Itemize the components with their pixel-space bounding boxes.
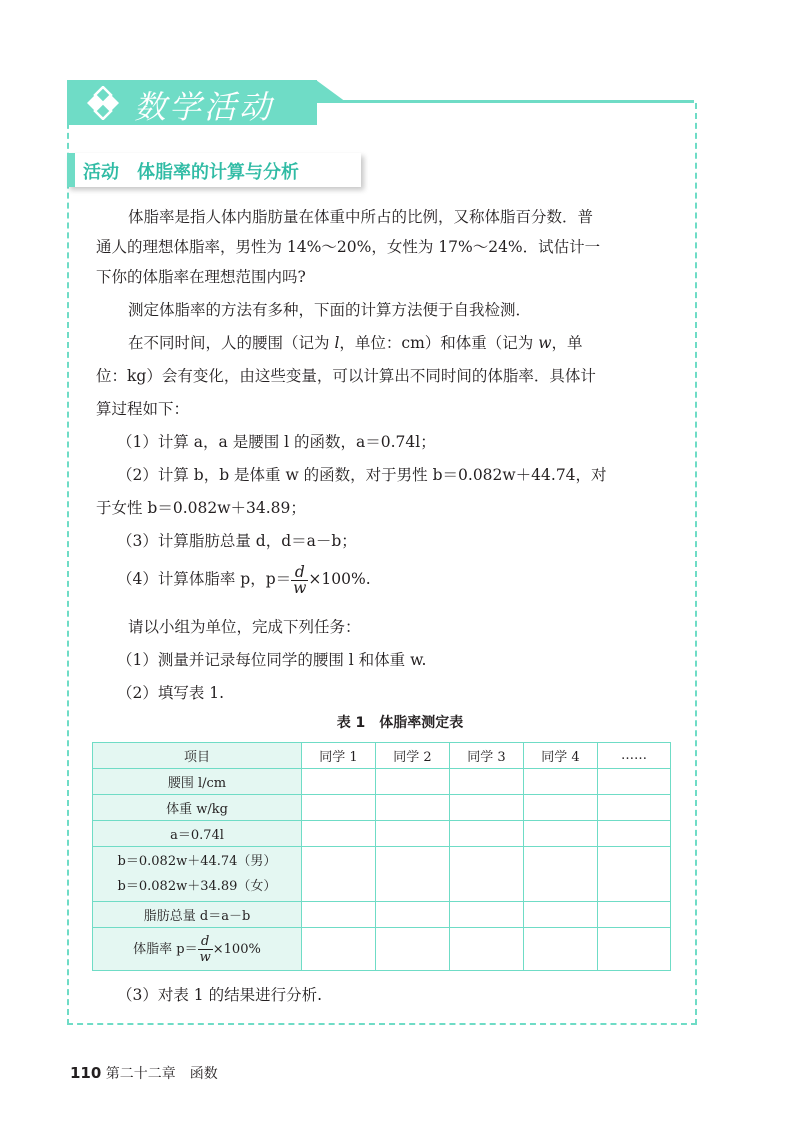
table-header-cell: 同学 2 (376, 743, 450, 769)
input-cell[interactable] (524, 821, 598, 847)
task-3: （3）对表 1 的结果进行分析. (117, 986, 323, 1004)
task-intro: 请以小组为单位，完成下列任务： (128, 618, 361, 636)
input-cell[interactable] (302, 847, 376, 902)
input-cell[interactable] (598, 795, 671, 821)
step-4-prefix: （4）计算体脂率 p，p＝ (117, 570, 292, 588)
chapter-title: 第二十二章 函数 (105, 1066, 218, 1082)
waist-variable: l (334, 334, 340, 352)
task-2: （2）填写表 1. (117, 684, 225, 702)
paragraph-3-line-3: 算过程如下： (96, 400, 190, 418)
activity-label-accent (67, 153, 75, 187)
input-cell[interactable] (598, 821, 671, 847)
input-cell[interactable] (450, 928, 524, 971)
paragraph-3-line-2: 位：kg）会有变化，由这些变量，可以计算出不同时间的体脂率．具体计 (96, 367, 596, 385)
fraction-numerator: d (291, 565, 308, 581)
input-cell[interactable] (376, 847, 450, 902)
page-footer (70, 1063, 218, 1083)
fraction-numerator: d (198, 934, 213, 950)
row-label-male: b＝0.082w＋44.74（男） (117, 854, 277, 869)
input-cell[interactable] (376, 795, 450, 821)
row-label: 脂肪总量 d＝a－b (93, 902, 302, 928)
input-cell[interactable] (376, 821, 450, 847)
fraction-d-over-w (291, 562, 308, 597)
step-4-suffix: ×100%. (308, 570, 371, 588)
input-cell[interactable] (302, 821, 376, 847)
step-2-line-1: （2）计算 b，b 是体重 w 的函数，对于男性 b＝0.082w＋44.74，对 (117, 466, 607, 484)
paragraph-3-line-1 (128, 333, 583, 353)
row-label: a＝0.74l (93, 821, 302, 847)
row-label: 体重 w/kg (93, 795, 302, 821)
weight-variable: w (538, 334, 552, 352)
input-cell[interactable] (524, 769, 598, 795)
input-cell[interactable] (376, 928, 450, 971)
input-cell[interactable] (450, 821, 524, 847)
page-number: 110 (70, 1064, 102, 1082)
task-1: （1）测量并记录每位同学的腰围 l 和体重 w. (117, 651, 427, 669)
table-header-cell: …… (598, 743, 671, 769)
section-title: 数学活动 (134, 88, 275, 126)
input-cell[interactable] (302, 769, 376, 795)
table-row (93, 821, 671, 847)
row-label-prefix: 体脂率 p＝ (133, 941, 198, 957)
step-3: （3）计算脂肪总量 d，d＝a－b； (117, 532, 357, 550)
table-row (93, 795, 671, 821)
paragraph-1-line-3: 下你的体脂率在理想范围内吗? (96, 268, 306, 286)
row-label: 腰围 l/cm (93, 769, 302, 795)
paragraph-1-line-1: 体脂率是指人体内脂肪量在体重中所占的比例，又称体脂百分数．普 (128, 208, 594, 226)
input-cell[interactable] (450, 902, 524, 928)
fraction-denominator: w (293, 578, 307, 597)
input-cell[interactable] (598, 928, 671, 971)
activity-label-box (67, 153, 361, 187)
input-cell[interactable] (598, 847, 671, 902)
paragraph-3-text-c: ，单 (551, 334, 583, 352)
step-2-line-2: 于女性 b＝0.082w＋34.89； (96, 499, 306, 517)
table-row (93, 928, 671, 971)
body-fat-table (92, 742, 671, 971)
table-header-row (93, 743, 671, 769)
table-header-cell: 同学 4 (524, 743, 598, 769)
step-4 (117, 563, 371, 596)
input-cell[interactable] (376, 769, 450, 795)
table-header-cell: 项目 (93, 743, 302, 769)
table-row (93, 769, 671, 795)
row-label-suffix: ×100% (212, 941, 261, 957)
input-cell[interactable] (524, 847, 598, 902)
table-caption: 表 1 体脂率测定表 (336, 715, 464, 731)
row-label-body-fat-rate (93, 928, 302, 971)
fraction-denominator: w (199, 949, 211, 965)
table-row (93, 902, 671, 928)
input-cell[interactable] (450, 847, 524, 902)
paragraph-2: 测定体脂率的方法有多种，下面的计算方法便于自我检测． (128, 301, 532, 319)
input-cell[interactable] (302, 902, 376, 928)
paragraph-3-text-b: ，单位：cm）和体重（记为 (339, 334, 539, 352)
table-header-cell: 同学 3 (450, 743, 524, 769)
input-cell[interactable] (524, 795, 598, 821)
input-cell[interactable] (450, 769, 524, 795)
input-cell[interactable] (598, 769, 671, 795)
input-cell[interactable] (376, 902, 450, 928)
input-cell[interactable] (302, 928, 376, 971)
paragraph-1-line-2: 通人的理想体脂率，男性为 14%～20%，女性为 17%～24%．试估计一 (96, 238, 601, 256)
row-label-female: b＝0.082w＋34.89（女） (117, 879, 277, 894)
table-fraction-d-over-w (198, 934, 213, 965)
activity-label: 活动 体脂率的计算与分析 (83, 162, 299, 183)
step-1: （1）计算 a，a 是腰围 l 的函数，a＝0.74l； (117, 433, 436, 451)
row-label (93, 847, 302, 902)
table-row (93, 847, 671, 902)
input-cell[interactable] (524, 928, 598, 971)
input-cell[interactable] (302, 795, 376, 821)
section-header-slope (316, 80, 346, 102)
paragraph-3-text-a: 在不同时间，人的腰围（记为 (128, 334, 335, 352)
table-header-cell: 同学 1 (302, 743, 376, 769)
input-cell[interactable] (598, 902, 671, 928)
input-cell[interactable] (450, 795, 524, 821)
input-cell[interactable] (524, 902, 598, 928)
